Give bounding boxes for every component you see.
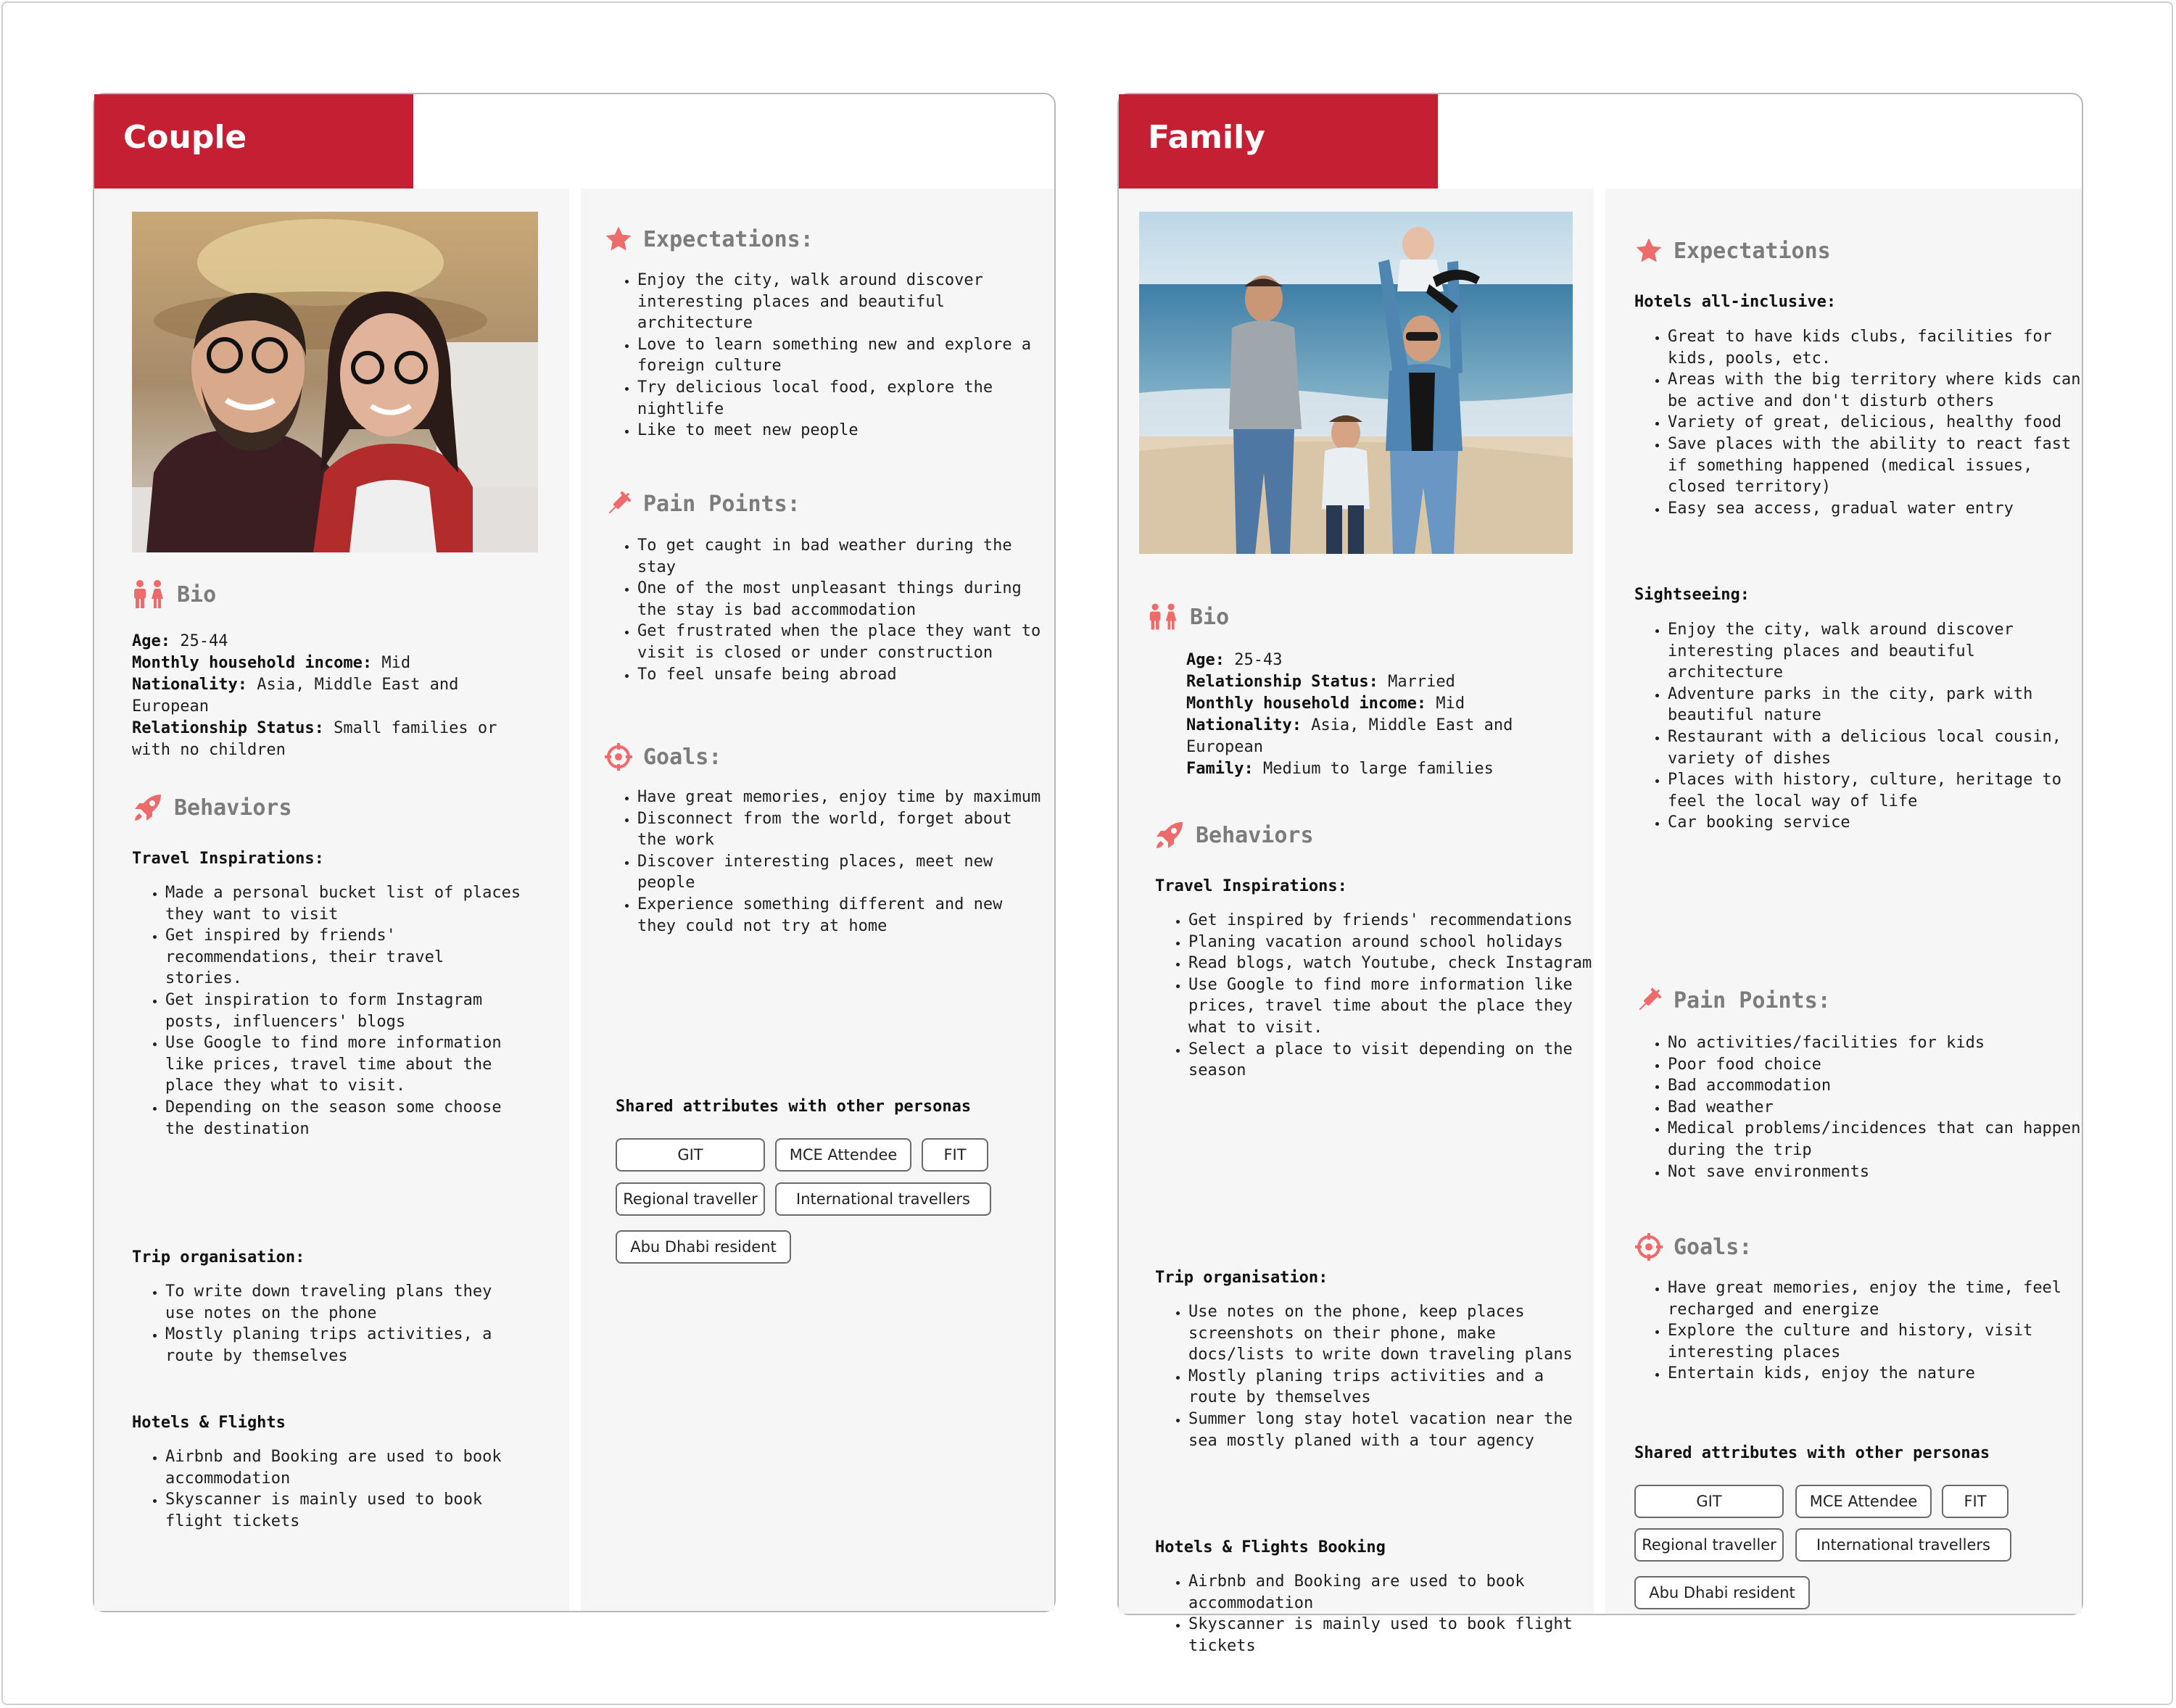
bio-heading [1148, 603, 1229, 631]
persona-title: Family [1148, 119, 1265, 156]
bio-row: Relationship Status: Small families or with no children [132, 719, 497, 759]
list-item: • Airbnb and Booking are used to book accommodation [165, 1446, 528, 1489]
pain-points-list [1634, 1032, 2081, 1182]
list-item: • Use Google to find more information like prices, travel time about the place they what to visit. [1188, 974, 1594, 1039]
tag-regional-traveller[interactable]: Regional traveller [1634, 1528, 1784, 1562]
tag-git[interactable]: GIT [1634, 1485, 1784, 1518]
bio-details [132, 631, 509, 761]
target-icon [1634, 1232, 1663, 1261]
expectations-label: Expectations: [643, 226, 814, 252]
list-item: • Get inspiration to form Instagram posts, influencers' blogs [165, 990, 528, 1032]
goals-label: Goals: [643, 744, 722, 770]
bio-row: Nationality: Asia, Middle East and European [1186, 716, 1513, 756]
list-item: • To get caught in bad weather during the stay [637, 535, 1043, 578]
tag-abu-dhabi-resident[interactable]: Abu Dhabi resident [616, 1230, 791, 1264]
right-column [1605, 188, 2082, 1614]
list-item: • Read blogs, watch Youtube, check Instagram [1188, 953, 1594, 974]
shared-attributes-heading: Shared attributes with other personas [616, 1098, 972, 1116]
behaviors-label: Behaviors [1196, 822, 1314, 848]
list-item: • Discover interesting places, meet new people [637, 851, 1043, 894]
sightseeing-heading: Sightseeing: [1634, 586, 1750, 604]
bio-row: Family: Medium to large families [1186, 760, 1494, 778]
tag-git[interactable]: GIT [616, 1138, 765, 1172]
tag-mce-attendee[interactable]: MCE Attendee [1795, 1485, 1932, 1518]
expectations-heading [1634, 236, 1831, 265]
goals-list [1634, 1277, 2081, 1385]
left-column [1119, 188, 1594, 1655]
bio-label: Bio [1190, 604, 1230, 630]
star-icon [604, 225, 633, 254]
syringe-icon [1634, 986, 1663, 1015]
list-item: • Get inspired by friends' recommendations, their travel stories. [165, 925, 528, 990]
list-item: • Made a personal bucket list of places they want to visit [165, 882, 528, 925]
list-item: • Bad weather [1668, 1097, 2081, 1119]
behaviors-heading [132, 792, 292, 824]
list-item: • Airbnb and Booking are used to book accommodation [1188, 1571, 1580, 1614]
list-item: • Have great memories, enjoy time by maximum [637, 787, 1043, 808]
pain-points-label: Pain Points: [643, 491, 801, 517]
list-item: • Use Google to find more information like prices, travel time about the place they what to visit. [165, 1032, 528, 1097]
list-item: • Easy sea access, gradual water entry [1668, 498, 2081, 520]
pain-points-list [604, 535, 1043, 685]
list-item: • Skyscanner is mainly used to book flight tickets [165, 1489, 528, 1532]
list-item: • Places with history, culture, heritage to feel the local way of life [1668, 769, 2081, 812]
tag-mce-attendee[interactable]: MCE Attendee [775, 1138, 911, 1172]
persona-title-bar [94, 94, 413, 188]
list-item: • Select a place to visit depending on the season [1188, 1039, 1594, 1082]
goals-label: Goals: [1674, 1234, 1753, 1260]
travel-inspirations-list [1155, 910, 1594, 1082]
list-item: • Like to meet new people [637, 420, 1043, 441]
tag-international-travellers[interactable]: International travellers [775, 1182, 991, 1216]
goals-heading [1634, 1232, 1752, 1261]
expectations-heading [604, 225, 814, 254]
goals-list [604, 787, 1043, 937]
bio-row: Age: 25-44 [132, 632, 228, 650]
list-item: • Try delicious local food, explore the nightlife [637, 377, 1043, 420]
behaviors-heading [1154, 819, 1314, 851]
list-item: • Get inspired by friends' recommendations [1188, 910, 1594, 932]
list-item: • Mostly planing trips activities and a route by themselves [1188, 1366, 1580, 1409]
goals-heading [604, 742, 721, 771]
hotels-all-inclusive-heading: Hotels all-inclusive: [1634, 293, 1837, 311]
list-item: • Depending on the season some choose the destination [165, 1097, 528, 1140]
list-item: • Car booking service [1668, 812, 2081, 834]
trip-organisation-list [1155, 1301, 1580, 1451]
trip-organisation-heading: Trip organisation: [1155, 1269, 1328, 1287]
list-item: • Use notes on the phone, keep places screenshots on their phone, make docs/lists to write down traveling plans [1188, 1301, 1580, 1366]
left-column [94, 188, 569, 1611]
list-item: • Love to learn something new and explore a foreign culture [637, 334, 1043, 377]
pain-points-heading [1634, 986, 1831, 1015]
list-item: • To feel unsafe being abroad [637, 664, 1043, 686]
tag-international-travellers[interactable]: International travellers [1795, 1528, 2011, 1562]
travel-inspirations-heading: Travel Inspirations: [1155, 877, 1347, 895]
list-item: • Have great memories, enjoy the time, feel recharged and energize [1668, 1277, 2081, 1320]
list-item: • Summer long stay hotel vacation near the sea mostly planed with a tour agency [1188, 1409, 1580, 1451]
tag-regional-traveller[interactable]: Regional traveller [616, 1182, 765, 1216]
travel-inspirations-list [132, 882, 528, 1140]
list-item: • Experience something different and new they could not try at home [637, 894, 1043, 937]
hotels-flights-heading: Hotels & Flights [132, 1414, 286, 1432]
bio-heading [132, 580, 216, 609]
travel-inspirations-heading: Travel Inspirations: [132, 850, 324, 868]
persona-card-couple [93, 93, 1056, 1612]
hotels-all-inclusive-list [1634, 326, 2081, 519]
list-item: • To write down traveling plans they use notes on the phone [165, 1281, 528, 1324]
hotels-flights-list [1155, 1571, 1580, 1657]
bio-row: Age: 25-43 [1186, 651, 1283, 669]
rocket-icon [132, 792, 164, 824]
target-icon [604, 742, 633, 771]
trip-organisation-list [132, 1281, 528, 1367]
persona-photo [1139, 212, 1573, 554]
persona-title-bar [1119, 94, 1438, 188]
bio-label: Bio [177, 581, 217, 608]
hotels-flights-list [132, 1446, 528, 1532]
list-item: • Restaurant with a delicious local cousin, variety of dishes [1668, 726, 2081, 769]
list-item: • Great to have kids clubs, facilities for kids, pools, etc. [1668, 326, 2081, 369]
list-item: • Skyscanner is mainly used to book flight tickets [1188, 1614, 1580, 1657]
shared-attributes-heading: Shared attributes with other personas [1634, 1444, 1990, 1462]
list-item: • Disconnect from the world, forget about the work [637, 808, 1043, 851]
bio-details [1186, 650, 1563, 780]
bio-row: Nationality: Asia, Middle East and European [132, 676, 459, 716]
syringe-icon [604, 489, 633, 518]
star-icon [1634, 236, 1663, 265]
list-item: • Entertain kids, enjoy the nature [1668, 1363, 2081, 1385]
hotels-flights-heading: Hotels & Flights Booking [1155, 1538, 1386, 1556]
right-column [581, 188, 1054, 1611]
list-item: • One of the most unpleasant things during the stay is bad accommodation [637, 578, 1043, 621]
list-item: • Poor food choice [1668, 1054, 2081, 1076]
couple-people-icon [1148, 603, 1180, 631]
list-item: • Variety of great, delicious, healthy food [1668, 412, 2081, 434]
list-item: • Areas with the big territory where kids can be active and don't disturb others [1668, 369, 2081, 412]
persona-photo [132, 212, 538, 552]
sightseeing-list [1634, 619, 2081, 834]
bio-row: Relationship Status: Married [1186, 673, 1455, 691]
list-item: • Mostly planing trips activities, a route by themselves [165, 1324, 528, 1367]
list-item: • Medical problems/incidences that can happen during the trip [1668, 1118, 2081, 1161]
list-item: • Enjoy the city, walk around discover interesting places and beautiful architecture [1668, 619, 2081, 684]
expectations-label: Expectations [1674, 238, 1831, 264]
behaviors-label: Behaviors [174, 795, 292, 821]
pain-points-heading [604, 489, 801, 518]
persona-title: Couple [123, 119, 247, 156]
persona-card-family [1117, 93, 2083, 1655]
list-item: • Save places with the ability to react fast if something happened (medical issues, closed territory) [1668, 434, 2081, 498]
tag-fit[interactable]: FIT [1942, 1485, 2009, 1518]
list-item: • No activities/facilities for kids [1668, 1032, 2081, 1054]
rocket-icon [1154, 819, 1186, 851]
tag-fit[interactable]: FIT [922, 1138, 988, 1172]
list-item: • Enjoy the city, walk around discover interesting places and beautiful architecture [637, 270, 1043, 334]
expectations-list [604, 270, 1043, 441]
list-item: • Get frustrated when the place they want to visit is closed or under construction [637, 621, 1043, 663]
list-item: • Explore the culture and history, visit interesting places [1668, 1320, 2081, 1363]
list-item: • Bad accommodation [1668, 1075, 2081, 1097]
list-item: • Planing vacation around school holidays [1188, 932, 1594, 953]
bio-row: Monthly household income: Mid [132, 654, 411, 672]
pain-points-label: Pain Points: [1674, 987, 1831, 1013]
list-item: • Not save environments [1668, 1161, 2081, 1183]
trip-organisation-heading: Trip organisation: [132, 1248, 305, 1267]
bio-row: Monthly household income: Mid [1186, 695, 1465, 713]
couple-people-icon [132, 580, 167, 609]
list-item: • Adventure parks in the city, park with beautiful nature [1668, 684, 2081, 726]
tag-abu-dhabi-resident[interactable]: Abu Dhabi resident [1634, 1576, 1810, 1609]
